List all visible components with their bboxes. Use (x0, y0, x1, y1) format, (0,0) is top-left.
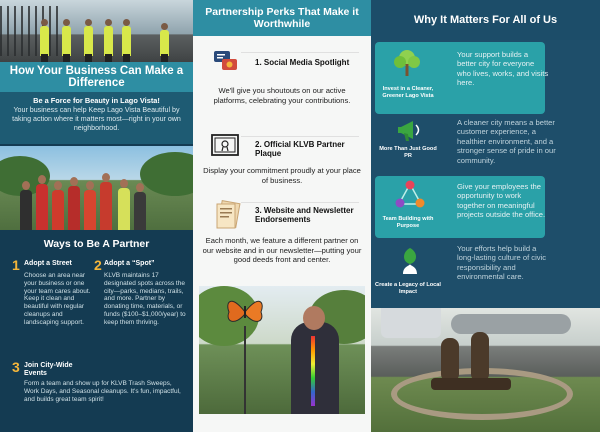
item-text: Your support builds a better city for everyone who lives, works, and visits here. (457, 50, 549, 88)
ways-title: Ways to Be A Partner (43, 238, 150, 250)
left-header (0, 62, 193, 92)
statue-photo (371, 308, 600, 432)
left-title: How Your Business Can Make a Difference (9, 65, 184, 89)
intro-heading: Be a Force for Beauty in Lago Vista! (33, 96, 160, 105)
statue (441, 338, 459, 382)
plaque-icon (211, 134, 235, 156)
partner-number: 3 (12, 359, 20, 375)
perk-title: 1. Social Media Spotlight (255, 58, 350, 67)
perk-text: We'll give you shoutouts on our active platforms, celebrating your contributions. (213, 86, 351, 105)
left-panel (0, 0, 193, 432)
team-photo (0, 146, 193, 230)
perk-title: 3. Website and Newsletter Endorsements (255, 206, 354, 224)
partner-number: 2 (94, 257, 102, 273)
volunteers-photo (0, 0, 193, 62)
middle-panel (193, 0, 371, 432)
right-title: Why It Matters For All of Us (413, 14, 558, 26)
perk-text: Each month, we feature a different partner on our website and in our newsletter—putting your good deeds front and center. (202, 236, 362, 265)
partner-text: Form a team and show up for KLVB Trash Sweeps, Work Days, and Seasonal cleanups. It's fun, impactful, and builds great team spirit! (24, 380, 181, 403)
team-icon (395, 180, 423, 208)
right-panel (371, 0, 600, 432)
item-text: A cleaner city means a better customer experience, a healthier environment, and a stronger sense of pride in our community. (457, 118, 556, 165)
partner-text: Choose an area near your business or one your team cares about. Keep it clean and beautiful with regular cleanups and landscaping support. (24, 272, 91, 326)
partner-title: Adopt a Street (24, 260, 72, 267)
item-label: Invest in a Cleaner, Greener Lago Vista (382, 86, 434, 99)
volunteer-butterfly-photo (199, 286, 365, 414)
right-header (371, 0, 600, 40)
perk-text: Display your commitment proudly at your place of business. (203, 166, 361, 185)
partner-title: Adopt a “Spot” (104, 260, 155, 267)
partner-title: Join City-Wide Events (24, 362, 73, 377)
item-label: Team Building with Purpose (382, 216, 434, 229)
item-text: Give your employees the opportunity to work together on meaningful projects outside the office. (457, 182, 546, 220)
middle-title: Partnership Perks That Make it Worthwhile (205, 6, 359, 30)
newsletter-icon (215, 200, 239, 222)
legacy-icon (397, 246, 425, 274)
middle-header (193, 0, 371, 36)
social-media-icon (213, 50, 237, 72)
person (291, 322, 339, 414)
item-label: Create a Legacy of Local Impact (375, 282, 441, 295)
tree-icon (393, 48, 421, 76)
megaphone-icon (397, 118, 425, 146)
partner-text: KLVB maintains 17 designated spots across the city—parks, medians, trails, and more. Partner by donating time, materials, or funds ($100–$1,000/year) to keep them thriving. (104, 272, 186, 326)
intro-text: Your business can help Keep Lago Vista Beautiful by taking action where it matters most—right in your own neighborhood. (12, 106, 181, 132)
perk-title: 2. Official KLVB Partner Plaque (255, 140, 345, 158)
item-text: Your efforts help build a long-lasting culture of civic responsibility and environmental care. (457, 244, 547, 282)
partner-number: 1 (12, 257, 20, 273)
item-label: More Than Just Good PR (379, 146, 437, 159)
